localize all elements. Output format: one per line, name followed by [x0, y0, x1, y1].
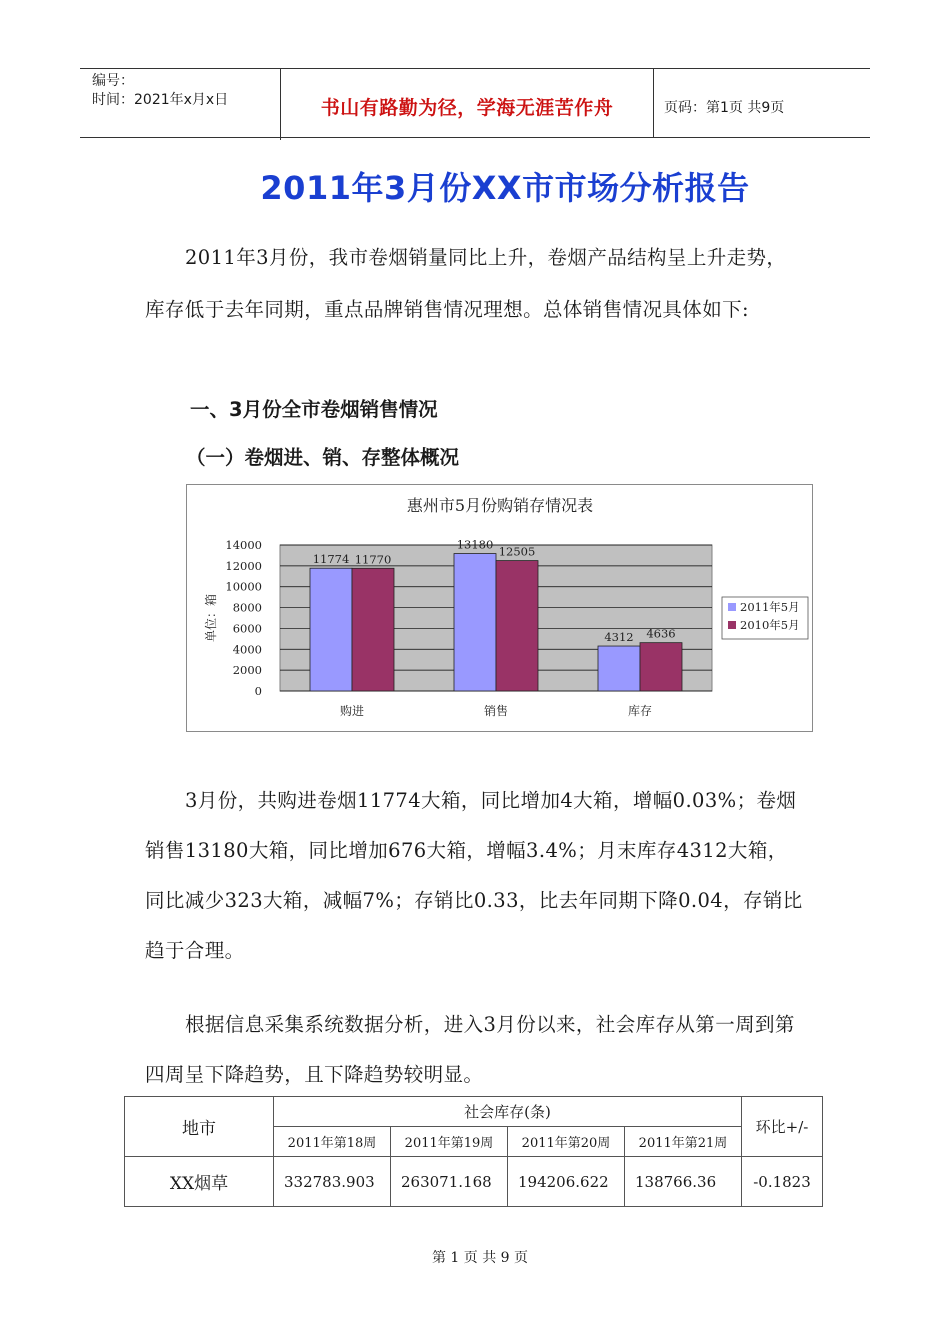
- header-week: 2011年第19周: [391, 1127, 508, 1157]
- data-label: 13180: [456, 537, 494, 552]
- inventory-paragraph: 根据信息采集系统数据分析，进入3月份以来，社会库存从第一周到第四周呈下降趋势，且下降趋势较明显。: [145, 1013, 795, 1086]
- legend-label: 2010年5月: [740, 618, 800, 632]
- page-header: [80, 68, 870, 138]
- intro-paragraph: 2011年3月份，我市卷烟销量同比上升，卷烟产品结构呈上升走势，库存低于去年同期，重点品牌销售情况理想。总体销售情况具体如下:: [145, 246, 787, 321]
- bar-series1: [598, 646, 640, 691]
- page-footer: 第 1 页 共 9 页: [431, 1250, 529, 1266]
- sales-chart: [186, 484, 813, 732]
- y-tick-label: 14000: [225, 538, 262, 552]
- x-tick-label: 购进: [339, 704, 365, 718]
- header-change: 环比+/-: [742, 1097, 823, 1157]
- cell-value: 332783.903: [274, 1157, 391, 1207]
- y-tick-label: 0: [254, 684, 262, 698]
- header-region: 地市: [125, 1097, 274, 1157]
- header-week: 2011年第21周: [625, 1127, 742, 1157]
- cell-value: 263071.168: [391, 1157, 508, 1207]
- section-heading-1-1: （一）卷烟进、销、存整体概况: [186, 446, 460, 469]
- y-tick-label: 8000: [232, 600, 262, 615]
- header-meta: [80, 69, 281, 140]
- x-tick-label: 库存: [627, 704, 653, 718]
- summary-paragraph: 3月份，共购进卷烟11774大箱，同比增加4大箱，增幅0.03%；卷烟销售13180大箱，同比增加676大箱，增幅3.4%；月末库存4312大箱，同比减少323大箱，减幅7%；存销比0.33，比去年同期下降0.04，存销比趋于合理。: [145, 789, 803, 962]
- y-tick-label: 6000: [232, 621, 262, 636]
- document-title: 2011年3月份XX市市场分析报告: [260, 169, 750, 207]
- bar-series2: [640, 643, 682, 691]
- inventory-table: [124, 1096, 823, 1207]
- legend-label: 2011年5月: [740, 600, 800, 614]
- chart-title: 惠州市5月份购销存情况表: [406, 496, 594, 515]
- sales-chart-svg: [187, 485, 812, 731]
- section-heading-1: 一、3月份全市卷烟销售情况: [190, 398, 438, 421]
- data-label: 4312: [604, 630, 634, 645]
- y-tick-label: 10000: [225, 579, 262, 594]
- header-page-info: 页码：第1页 共9页: [664, 100, 785, 116]
- doc-number: 编号：: [92, 73, 134, 89]
- header-social-inventory: 社会库存(条): [274, 1097, 742, 1127]
- y-tick-label: 2000: [232, 663, 262, 678]
- y-axis-label: 单位：箱: [204, 593, 218, 643]
- data-label: 11774: [312, 552, 350, 567]
- y-tick-label: 12000: [225, 558, 262, 573]
- y-tick-label: 4000: [232, 642, 262, 657]
- bar-series1: [454, 554, 496, 691]
- bar-series1: [310, 568, 352, 691]
- data-label: 12505: [498, 544, 536, 559]
- cell-change: -0.1823: [742, 1157, 823, 1207]
- doc-date: 时间：2021年x月x日: [92, 92, 229, 108]
- cell-value: 194206.622: [508, 1157, 625, 1207]
- header-week: 2011年第20周: [508, 1127, 625, 1157]
- x-tick-label: 销售: [483, 704, 509, 718]
- bar-series2: [496, 561, 538, 691]
- header-motto: 书山有路勤为径，学海无涯苦作舟: [320, 96, 614, 119]
- data-label: 11770: [354, 552, 392, 567]
- cell-value: 138766.36: [625, 1157, 742, 1207]
- legend-swatch: [728, 621, 736, 629]
- legend-swatch: [728, 603, 736, 611]
- cell-region: XX烟草: [125, 1157, 274, 1207]
- header-week: 2011年第18周: [274, 1127, 391, 1157]
- bar-series2: [352, 568, 394, 691]
- table-row: [125, 1157, 823, 1207]
- data-label: 4636: [646, 626, 676, 641]
- header-motto-cell: [281, 69, 654, 137]
